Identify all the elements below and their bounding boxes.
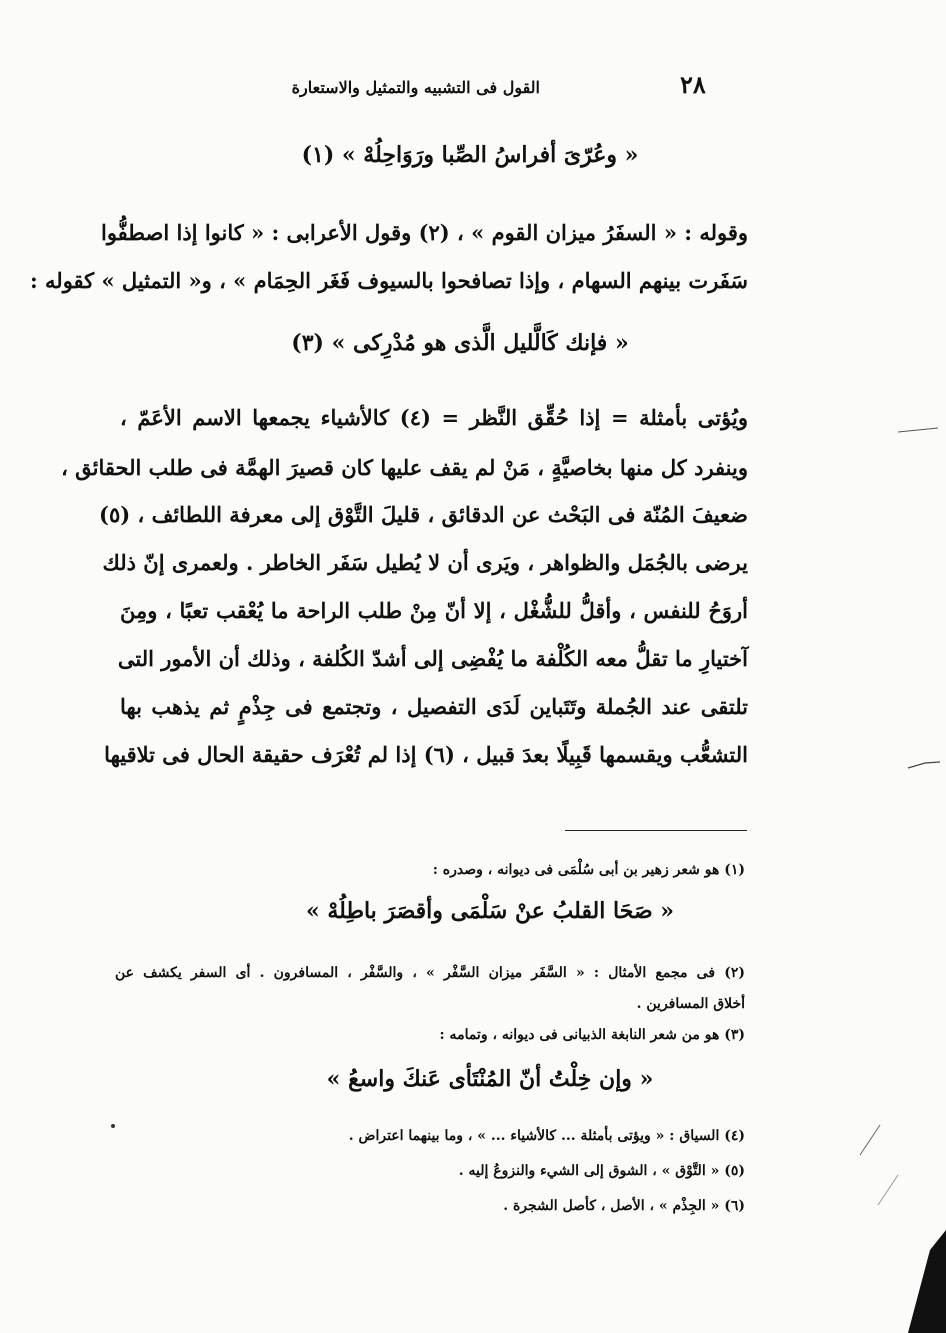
footnote-2: (٢) فى مجمع الأمثال : « السَّفَر ميزان السَّفْر » ، والسَّفْر ، المسافرون . أى السفر يكشف عن	[115, 965, 745, 981]
body-line: أروَحُ للنفس ، وأقلُّ للشُّغْل ، إلا أنّ مِنْ طلب الراحة ما يُعْقب تعبًا ، ومِنَ	[120, 598, 748, 623]
footnote-1: (١) هو شعر زهير بن أبى سُلْمَى فى ديوانه ، وصدره :	[432, 862, 745, 878]
body-line: وينفرد كل منها بخاصيَّةٍ ، مَنْ لم يقف عليها كان قصيرَ الهمَّة فى طلب الحقائق ،	[61, 455, 748, 480]
footnote-3-verse: « وإن خِلْتُ أنّ المُنْتَأى عَنكَ واسعُ »	[326, 1066, 654, 1092]
body-line: تلتقى عند الجُملة وتَتَباين لَدَى التفصيل ، وتجتمع فى جِذْمٍ ثم يذهب بها	[120, 694, 748, 719]
body-line: التشعُّب ويقسمها قَبِيلًا بعدَ قبيل ، (٦) إذا لم تُعْرَف حقيقة الحال فى تلاقيها	[104, 742, 748, 767]
body-line: ويُؤتى بأمثلة = إذا حُقِّق النَّظر = (٤) كالأشياء يجمعها الاسم الأعَمّ ،	[120, 405, 748, 430]
running-title: القول فى التشبيه والتمثيل والاستعارة	[291, 78, 540, 97]
body-line: يرضى بالجُمَل والظواهر ، ويَرى أن لا يُطيل سَفَر الخاطر . ولعمرى إنّ ذلك	[102, 550, 748, 575]
body-line: ضعيفَ المُنّة فى البَحْث عن الدقائق ، قليلَ التَّوْق إلى معرفة اللطائف ، (٥)	[99, 502, 748, 527]
body-line: سَفَرت بينهم السهام ، وإذا تصافحوا بالسيوف فَغَر الحِمَام » ، و« التمثيل » كقوله :	[29, 268, 748, 293]
footnote-4: (٤) السياق : « ويؤتى بأمثلة ... كالأشياء ... » ، وما بينهما اعتراض .	[348, 1128, 745, 1144]
footnote-3: (٣) هو من شعر النابغة الذبيانى فى ديوانه ، وتمامه :	[439, 1027, 745, 1043]
body-line: وقوله : « السفَرُ ميزان القوم » ، (٢) وقول الأعرابى : « كانوا إذا اصطفُّوا	[100, 220, 748, 245]
verse-1: « وعُرّىَ أفراسُ الصِّبا ورَوَاحِلُهْ » (١)	[301, 142, 639, 168]
body-line: آختيارِ ما تقلُّ معه الكُلْفة ما يُفْضِى إلى أشدّ الكُلفة ، وذلك أن الأمور التى	[117, 646, 748, 671]
footnote-2-cont: أخلاق المسافرين .	[636, 996, 745, 1012]
page-number: ٢٨	[680, 70, 706, 99]
footnote-6: (٦) « الجِذْم » ، الأصل ، كأصل الشجرة .	[503, 1198, 745, 1214]
footnote-5: (٥) « التَّوْق » ، الشوق إلى الشيء والنزوعُ إليه .	[458, 1163, 745, 1179]
footnote-1-verse: « صَحَا القلبُ عنْ سَلْمَى وأقصَرَ باطِلُهْ »	[305, 898, 675, 924]
verse-2: « فإنك كَالَّليل الَّذى هو مُدْرِكى » (٣)	[291, 330, 629, 356]
